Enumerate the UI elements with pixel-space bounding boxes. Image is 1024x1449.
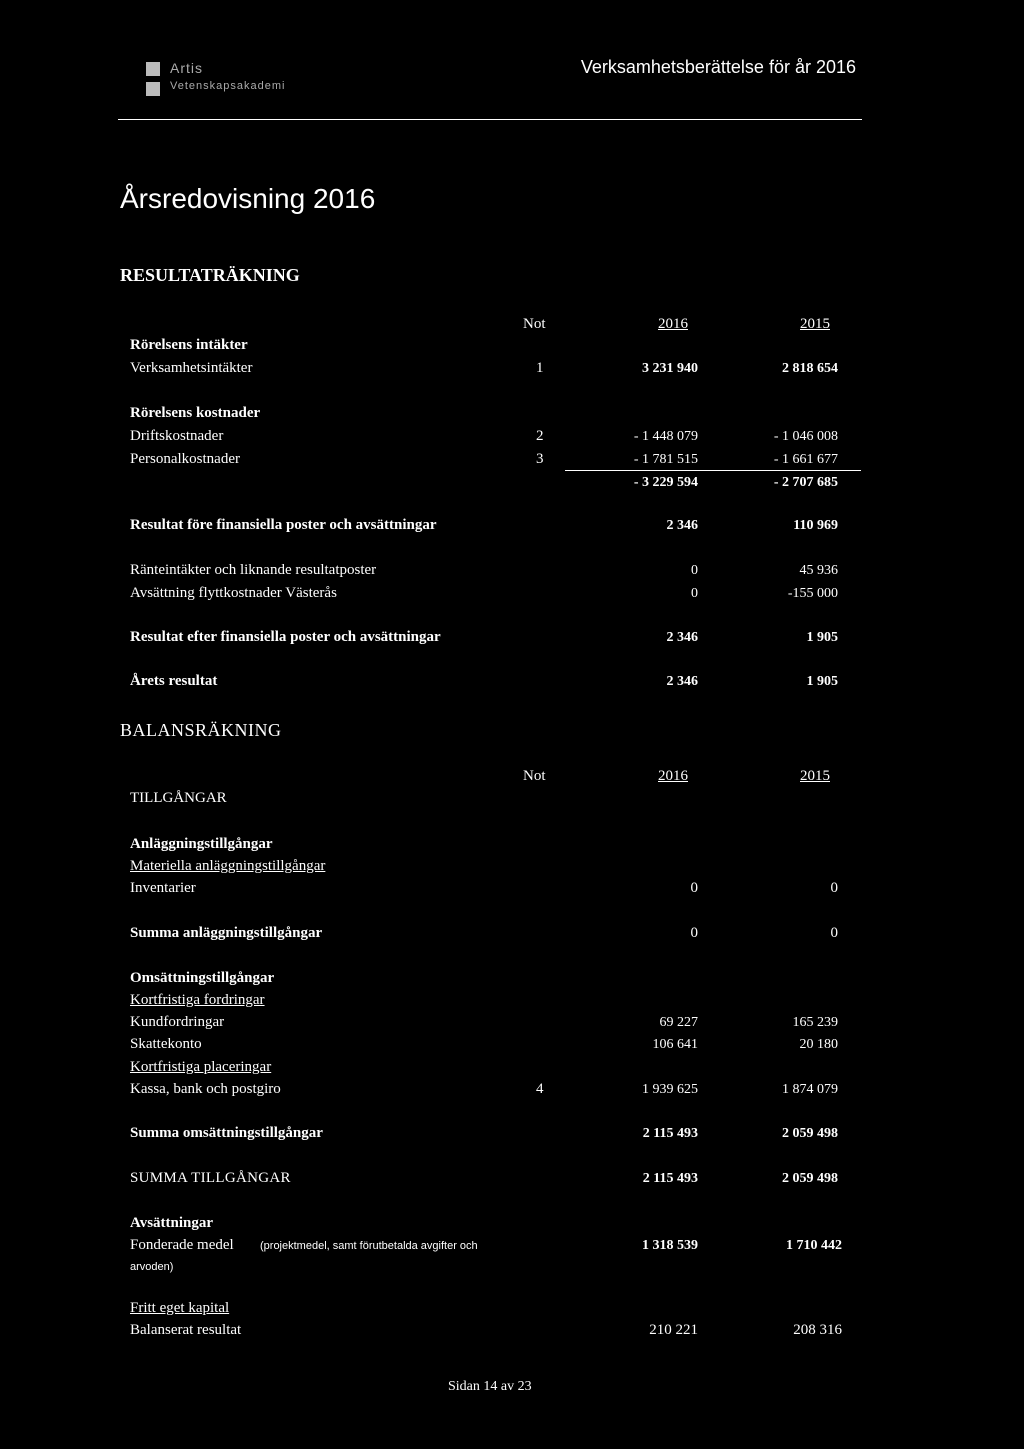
- row-2016: - 1 781 515: [633, 452, 698, 467]
- row-note: arvoden): [130, 1261, 174, 1273]
- col-2015: 2015: [800, 768, 830, 784]
- row-2016: 2 115 493: [642, 1126, 698, 1141]
- row-2016: 1 939 625: [642, 1082, 698, 1097]
- row-label: Resultat efter finansiella poster och avsättningar: [130, 629, 441, 645]
- row-label: Avsättningar: [130, 1215, 214, 1231]
- row-label: Resultat före finansiella poster och avsättningar: [130, 517, 437, 533]
- logo: [128, 58, 298, 100]
- row-label: Inventarier: [130, 880, 196, 896]
- row-2015: - 1 046 008: [773, 429, 838, 444]
- row-2016: 106 641: [652, 1037, 698, 1052]
- page-title: Årsredovisning 2016: [120, 183, 376, 214]
- row-label: Summa omsättningstillgångar: [130, 1125, 323, 1141]
- row-2016: 0: [690, 925, 698, 941]
- row-2015: 1 905: [806, 674, 838, 689]
- row-label: Kortfristiga placeringar: [130, 1059, 272, 1075]
- row-label: Kassa, bank och postgiro: [130, 1081, 281, 1097]
- row-label: Personalkostnader: [130, 451, 240, 467]
- row-2016: 0: [691, 563, 698, 578]
- row-2016: - 3 229 594: [633, 475, 698, 490]
- row-2015: 2 059 498: [782, 1171, 838, 1186]
- col-2016: 2016: [658, 316, 688, 332]
- row-2015: 2 059 498: [782, 1126, 838, 1141]
- row-2016: 2 115 493: [642, 1171, 698, 1186]
- row-2015: 1 905: [806, 630, 838, 645]
- row-2015: 2 818 654: [782, 361, 838, 376]
- row-2015: 1 710 442: [786, 1238, 842, 1253]
- row-2015: 165 239: [792, 1015, 838, 1030]
- row-2015: - 1 661 677: [773, 452, 838, 467]
- logo-text-2: Vetenskapsakademi: [170, 80, 286, 92]
- row-2015: 1 874 079: [782, 1082, 838, 1097]
- row-label: Summa anläggningstillgångar: [130, 925, 323, 941]
- row-note: (projektmedel, samt förutbetalda avgifter och: [260, 1240, 478, 1252]
- row-label: Fritt eget kapital: [130, 1300, 230, 1316]
- row-2015: 45 936: [799, 563, 838, 578]
- row-2016: 3 231 940: [642, 361, 698, 376]
- row-2015: 110 969: [793, 518, 838, 533]
- row-label: Verksamhetsintäkter: [130, 360, 253, 376]
- row-2016: 2 346: [666, 630, 698, 645]
- row-2015: 0: [830, 925, 838, 941]
- document-title: Verksamhetsberättelse för år 2016: [580, 57, 856, 77]
- page-number: Sidan 14 av 23: [448, 1379, 532, 1394]
- logo-mark-icon: [146, 62, 160, 76]
- row-label: Kundfordringar: [130, 1014, 225, 1030]
- row-label: Avsättning flyttkostnader Västerås: [130, 585, 337, 601]
- row-not: 1: [536, 360, 544, 376]
- col-2016: 2016: [658, 768, 688, 784]
- row-label: Kortfristiga fordringar: [130, 992, 265, 1008]
- row-not: 3: [536, 451, 544, 467]
- row-label: TILLGÅNGAR: [130, 790, 227, 806]
- row-2016: 2 346: [666, 518, 698, 533]
- row-label: Driftskostnader: [130, 428, 224, 444]
- balance-heading: BALANSRÄKNING: [120, 720, 282, 740]
- row-2016: 2 346: [666, 674, 698, 689]
- row-2015: 208 316: [793, 1322, 842, 1338]
- row-label: Rörelsens intäkter: [130, 337, 248, 353]
- row-2016: 0: [691, 586, 698, 601]
- row-label: Omsättningstillgångar: [130, 970, 275, 986]
- row-2016: 1 318 539: [642, 1238, 698, 1253]
- row-label: Skattekonto: [130, 1036, 202, 1052]
- col-not: Not: [523, 316, 546, 332]
- row-label: Anläggningstillgångar: [130, 836, 273, 852]
- row-2015: - 2 707 685: [773, 475, 838, 490]
- header-divider: [118, 119, 862, 120]
- row-2015: 0: [830, 880, 838, 896]
- row-2016: - 1 448 079: [633, 429, 698, 444]
- row-label: Fonderade medel: [130, 1237, 234, 1253]
- row-label: Rörelsens kostnader: [130, 405, 261, 421]
- col-not: Not: [523, 768, 546, 784]
- row-2015: -155 000: [787, 586, 838, 601]
- subtotal-line: [565, 470, 861, 471]
- income-heading: RESULTATRÄKNING: [120, 265, 300, 285]
- row-label: Materiella anläggningstillgångar: [130, 858, 326, 874]
- row-2015: 20 180: [799, 1037, 838, 1052]
- row-not: 2: [536, 428, 544, 444]
- row-2016: 0: [690, 880, 698, 896]
- row-2016: 69 227: [659, 1015, 698, 1030]
- row-label: Ränteintäkter och liknande resultatposter: [130, 562, 377, 578]
- logo-text-1: Artis: [170, 60, 203, 76]
- row-label: Årets resultat: [130, 673, 218, 689]
- row-label: Balanserat resultat: [130, 1322, 242, 1338]
- row-2016: 210 221: [649, 1322, 698, 1338]
- row-not: 4: [536, 1081, 544, 1097]
- row-label: SUMMA TILLGÅNGAR: [130, 1170, 291, 1186]
- col-2015: 2015: [800, 316, 830, 332]
